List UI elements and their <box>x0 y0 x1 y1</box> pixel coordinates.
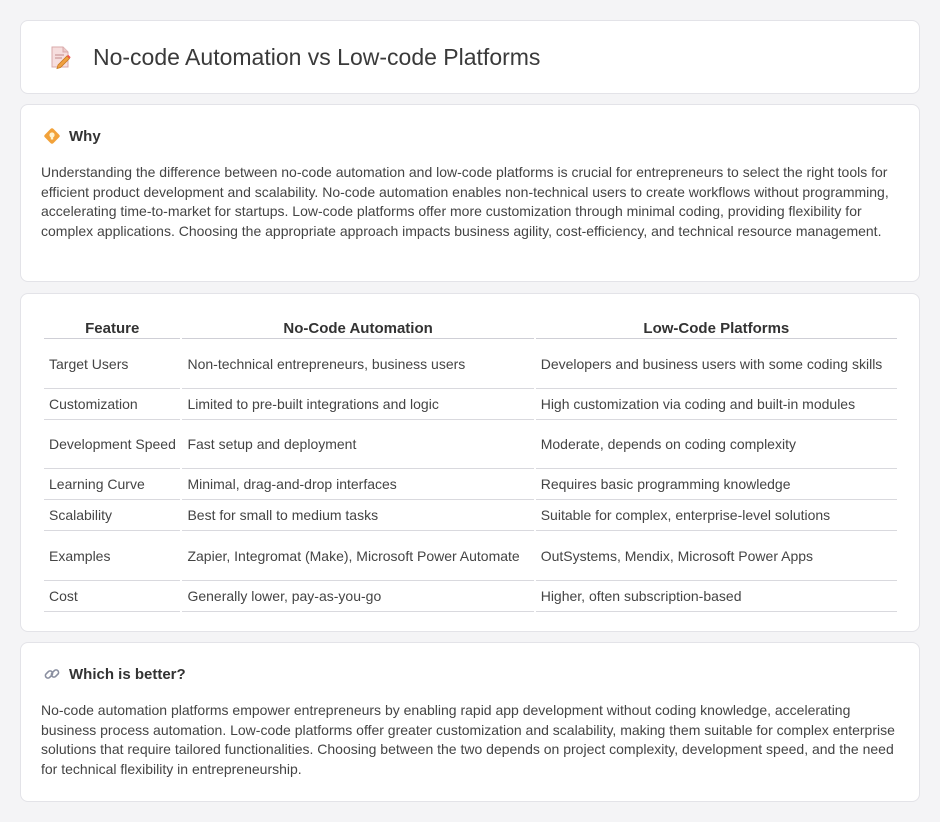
comparison-table <box>42 316 899 612</box>
table-row <box>44 389 897 420</box>
header-card <box>20 20 920 94</box>
why-title: Why <box>69 127 101 145</box>
feature-cell: Customization <box>44 389 180 420</box>
no-code-cell: Non-technical entrepreneurs, business users <box>182 339 533 389</box>
no-code-cell: Minimal, drag-and-drop interfaces <box>182 469 533 500</box>
no-code-cell: Best for small to medium tasks <box>182 500 533 531</box>
low-code-cell: Moderate, depends on coding complexity <box>536 420 897 469</box>
lightbulb-icon <box>43 127 61 145</box>
table-row <box>44 420 897 469</box>
table-row <box>44 339 897 389</box>
feature-cell: Development Speed <box>44 420 180 469</box>
table-row <box>44 469 897 500</box>
table-row <box>44 531 897 581</box>
table-row <box>44 500 897 531</box>
comparison-card <box>20 293 920 632</box>
link-icon <box>43 665 61 683</box>
no-code-cell: Limited to pre-built integrations and logic <box>182 389 533 420</box>
feature-cell: Scalability <box>44 500 180 531</box>
table-header-row <box>44 316 897 339</box>
low-code-cell: Higher, often subscription-based <box>536 581 897 612</box>
page-title: No-code Automation vs Low-code Platforms <box>93 43 541 70</box>
low-code-cell: Requires basic programming knowledge <box>536 469 897 500</box>
low-code-cell: Developers and business users with some coding skills <box>536 339 897 389</box>
low-code-cell: OutSystems, Mendix, Microsoft Power Apps <box>536 531 897 581</box>
table-row <box>44 581 897 612</box>
no-code-cell: Zapier, Integromat (Make), Microsoft Power Automate <box>182 531 533 581</box>
feature-cell: Cost <box>44 581 180 612</box>
header-no-code: No-Code Automation <box>182 316 533 339</box>
no-code-cell: Generally lower, pay-as-you-go <box>182 581 533 612</box>
feature-cell: Examples <box>44 531 180 581</box>
document-edit-icon <box>47 44 73 70</box>
why-body: Understanding the difference between no-code automation and low-code platforms is crucial for entrepreneurs to select the right tools for efficient product development and scalability. No-code automation enables non-technical users to create workflows without programming, accelerating time-to-market for startups. Low-code platforms offer more customization through minimal coding, providing flexibility for complex applications. Choosing the appropriate approach impacts business agility, cost-efficiency, and technical resource management. <box>41 164 889 239</box>
feature-cell: Learning Curve <box>44 469 180 500</box>
better-title: Which is better? <box>69 665 186 683</box>
low-code-cell: High customization via coding and built-in modules <box>536 389 897 420</box>
header-low-code: Low-Code Platforms <box>536 316 897 339</box>
which-is-better-section <box>20 642 920 802</box>
feature-cell: Target Users <box>44 339 180 389</box>
better-body: No-code automation platforms empower entrepreneurs by enabling rapid app development without coding knowledge, accelerating business process automation. Low-code platforms offer greater customization and scalability, making them suitable for complex enterprise solutions that require tailored functionalities. Choosing between the two depends on project complexity, development speed, and the need for technical flexibility in entrepreneurship. <box>41 702 895 777</box>
low-code-cell: Suitable for complex, enterprise-level solutions <box>536 500 897 531</box>
why-section <box>20 104 920 282</box>
no-code-cell: Fast setup and deployment <box>182 420 533 469</box>
header-feature: Feature <box>44 316 180 339</box>
